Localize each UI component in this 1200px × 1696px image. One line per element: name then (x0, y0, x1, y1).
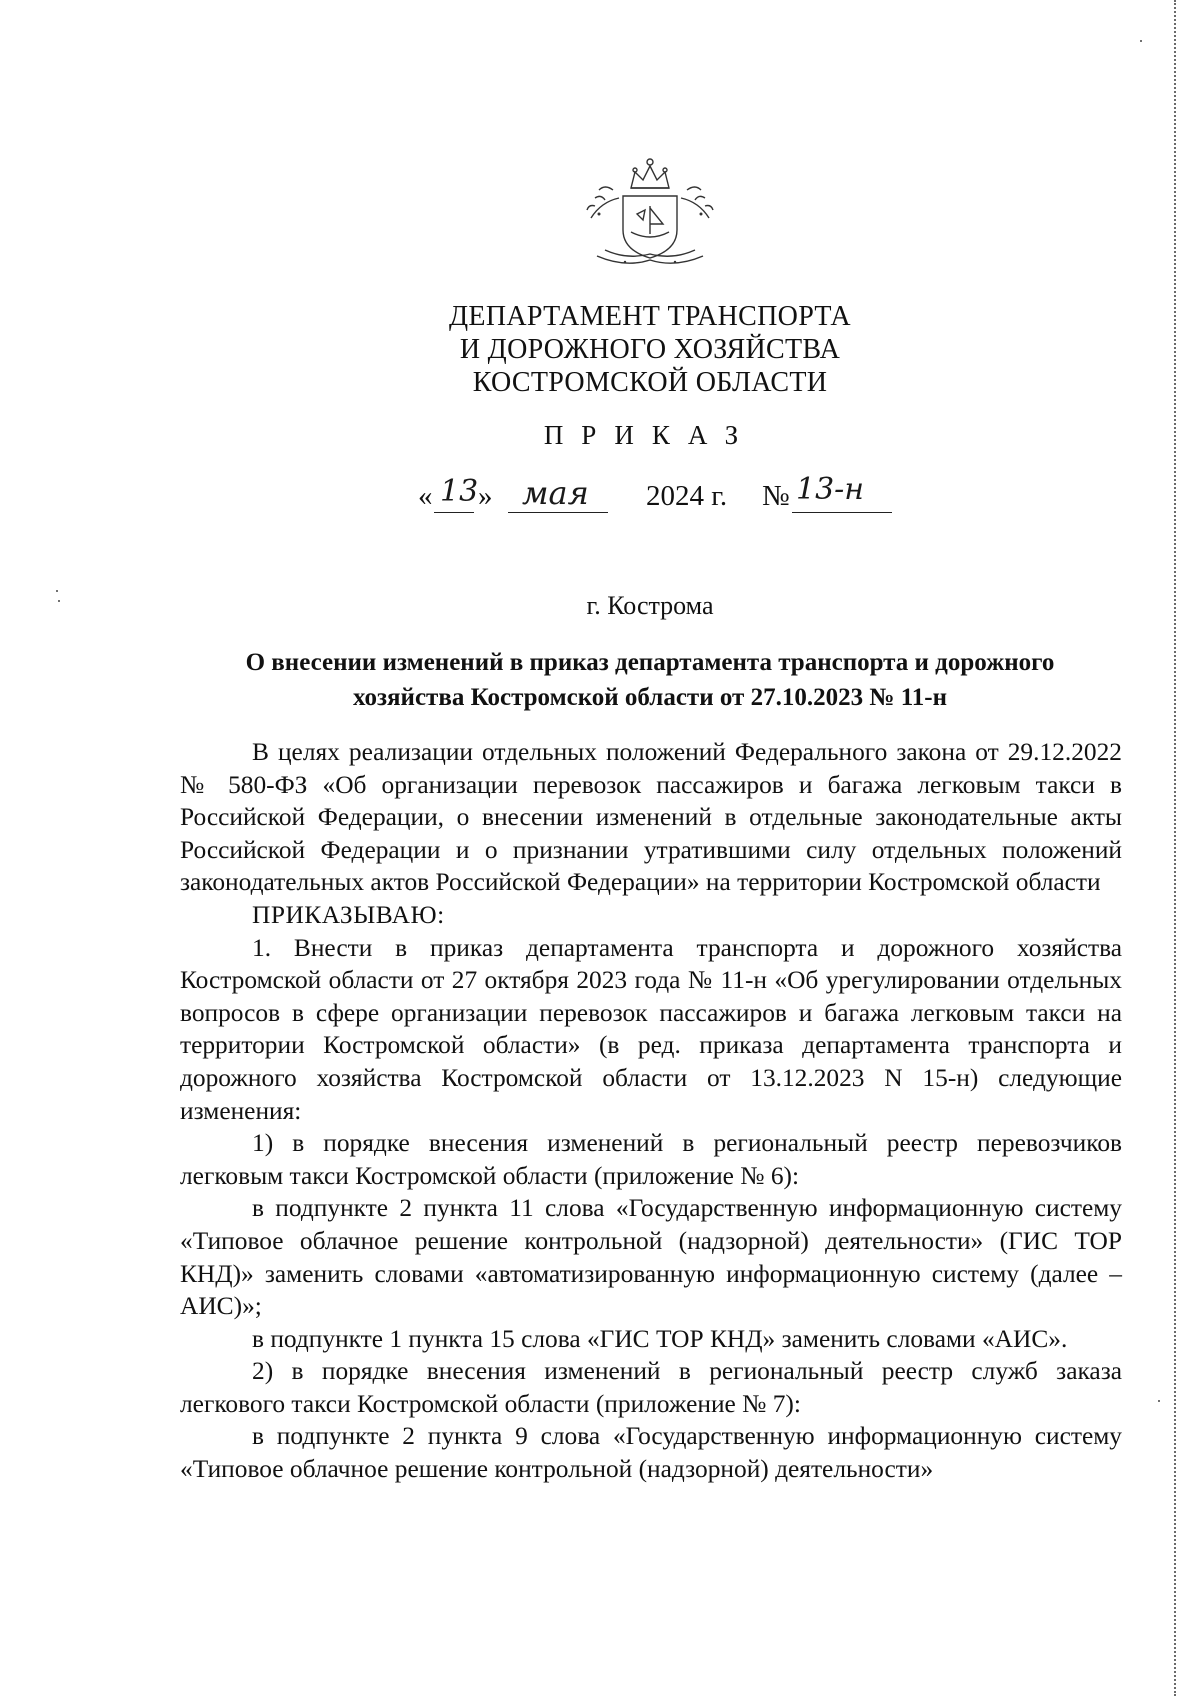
body-paragraph: В целях реализации отдельных положений Федерального закона от 29.12.2022 № 580-ФЗ «Об организации перевозок пассажиров и багажа легковым такси в Российской Федерации, о внесении изменений в отдельные законодательные акты Российской Федерации и о признании утратившими силу отдельных положений законодательных актов Российской Федерации» на территории Костромской области (180, 738, 1122, 897)
department-line-3: КОСТРОМСКОЙ ОБЛАСТИ (472, 367, 828, 398)
number-sign: № (762, 480, 790, 512)
body-command: ПРИКАЗЫВАЮ: (252, 900, 445, 929)
coat-of-arms-emblem (565, 150, 735, 275)
number-underline (792, 512, 892, 513)
body-paragraph: 1) в порядке внесения изменений в региональный реестр перевозчиков легковым такси Костромской области (приложение № 6): (180, 1129, 1122, 1190)
scan-speck (58, 600, 60, 602)
date-month-handwritten: мая (522, 474, 589, 512)
month-underline (508, 512, 608, 513)
scan-margin-line (1174, 0, 1176, 1696)
title-line-1: О внесении изменений в приказ департамента транспорта и дорожного (245, 649, 1055, 676)
order-number-handwritten: 13-н (796, 472, 865, 507)
department-heading (300, 300, 1000, 399)
department-line-2: И ДОРОЖНОГО ХОЗЯЙСТВА (459, 334, 841, 365)
body-paragraph: 2) в порядке внесения изменений в региональный реестр служб заказа легкового такси Костромской области (приложение № 7): (180, 1357, 1122, 1418)
date-open-quote: « (418, 480, 433, 512)
document-body (180, 736, 1122, 1486)
date-day-handwritten: 13 (440, 474, 479, 509)
scan-speck (1140, 40, 1142, 42)
order-word: ПРИКАЗ (543, 420, 757, 450)
scan-speck (1158, 1400, 1160, 1402)
date-close-quote: » (478, 480, 493, 512)
date-line (418, 472, 918, 520)
title-line-2: хозяйства Костромской области от 27.10.2023 № 11-н (352, 684, 948, 711)
body-paragraph: в подпункте 2 пункта 11 слова «Государственную информационную систему «Типовое облачное решение контрольной (надзорной) деятельности» (ГИС ТОР КНД)» заменить словами «автоматизированную информационную систему (далее – АИС)»; (180, 1194, 1122, 1321)
scan-speck (56, 590, 58, 592)
date-year: 2024 г. (646, 480, 728, 512)
document-title (180, 645, 1120, 715)
city: г. Кострома (586, 591, 714, 620)
day-underline (434, 512, 474, 513)
body-paragraph: в подпункте 2 пункта 9 слова «Государственную информационную систему «Типовое облачное решение контрольной (надзорной) деятельности» (180, 1422, 1122, 1484)
coat-of-arms-icon (565, 150, 735, 275)
body-paragraph: 1. Внести в приказ департамента транспорта и дорожного хозяйства Костромской области от 27 октября 2023 года № 11-н «Об урегулировании отдельных вопросов в сфере организации перевозок пассажиров и багажа легковым такси на территории Костромской области» (в ред. приказа департамента транспорта и дорожного хозяйства Костромской области от 13.12.2023 N 15-н) следующие изменения: (180, 933, 1122, 1125)
body-paragraph: в подпункте 1 пункта 15 слова «ГИС ТОР КНД» заменить словами «АИС». (252, 1324, 1068, 1353)
department-line-1: ДЕПАРТАМЕНТ ТРАНСПОРТА (449, 301, 851, 332)
